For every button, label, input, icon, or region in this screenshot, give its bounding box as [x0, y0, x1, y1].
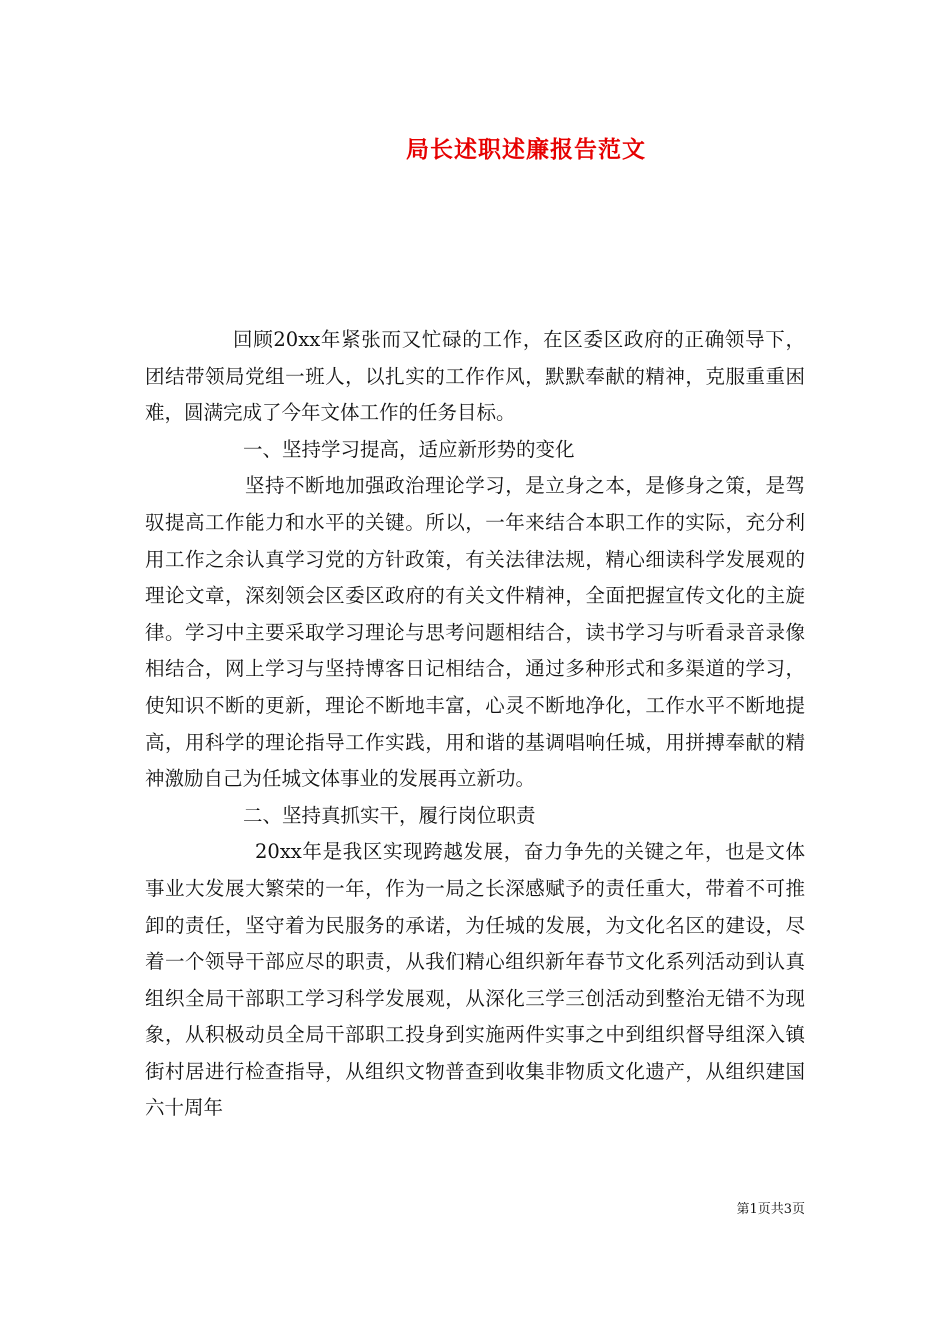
paragraph-intro: 回顾20xx年紧张而又忙碌的工作，在区委区政府的正确领导下，团结带领局党组一班人，以扎实的工作作风，默默奉献的精神，克服重重困难，圆满完成了今年文体工作的任务目标。 — [145, 328, 805, 425]
paragraph-study: 坚持不断地加强政治理论学习，是立身之本，是修身之策，是驾驭提高工作能力和水平的关键。所以，一年来结合本职工作的实际，充分利用工作之余认真学习党的方针政策，有关法律法规，精心细读科学发展观的理论文章，深刻领会区委区政府的有关文件精神，全面把握宣传文化的主旋律。学习中主要采取学习理论与思考问题相结合，读书学习与听看录音录像相结合，网上学习与坚持博客日记相结合，通过多种形式和多渠道的学习，使知识不断的更新，理论不断地丰富，心灵不断地净化，工作水平不断地提高，用科学的理论指导工作实践，用和谐的基调唱响任城，用拼搏奉献的精神激励自己为任城文体事业的发展再立新功。 — [145, 474, 805, 791]
section-heading-2: 二、坚持真抓实干，履行岗位职责 — [243, 803, 536, 827]
document-body — [145, 322, 805, 1127]
page-number-footer: 第1页共3页 — [736, 1202, 805, 1217]
section-heading-1: 一、坚持学习提高，适应新形势的变化 — [243, 437, 575, 461]
paragraph-duties: 20xx年是我区实现跨越发展，奋力争先的关键之年，也是文体事业大发展大繁荣的一年，作为一局之长深感赋予的责任重大，带着不可推卸的责任，坚守着为民服务的承诺，为任城的发展，为文化名区的建设，尽着一个领导干部应尽的职责，从我们精心组织新年春节文化系列活动到认真组织全局干部职工学习科学发展观，从深化三学三创活动到整治无错不为现象，从积极动员全局干部职工投身到实施两件实事之中到组织督导组深入镇街村居进行检查指导，从组织文物普查到收集非物质文化遗产，从组织建国六十周年 — [145, 840, 805, 1120]
document-title: 局长述职述廉报告范文 — [406, 136, 646, 163]
